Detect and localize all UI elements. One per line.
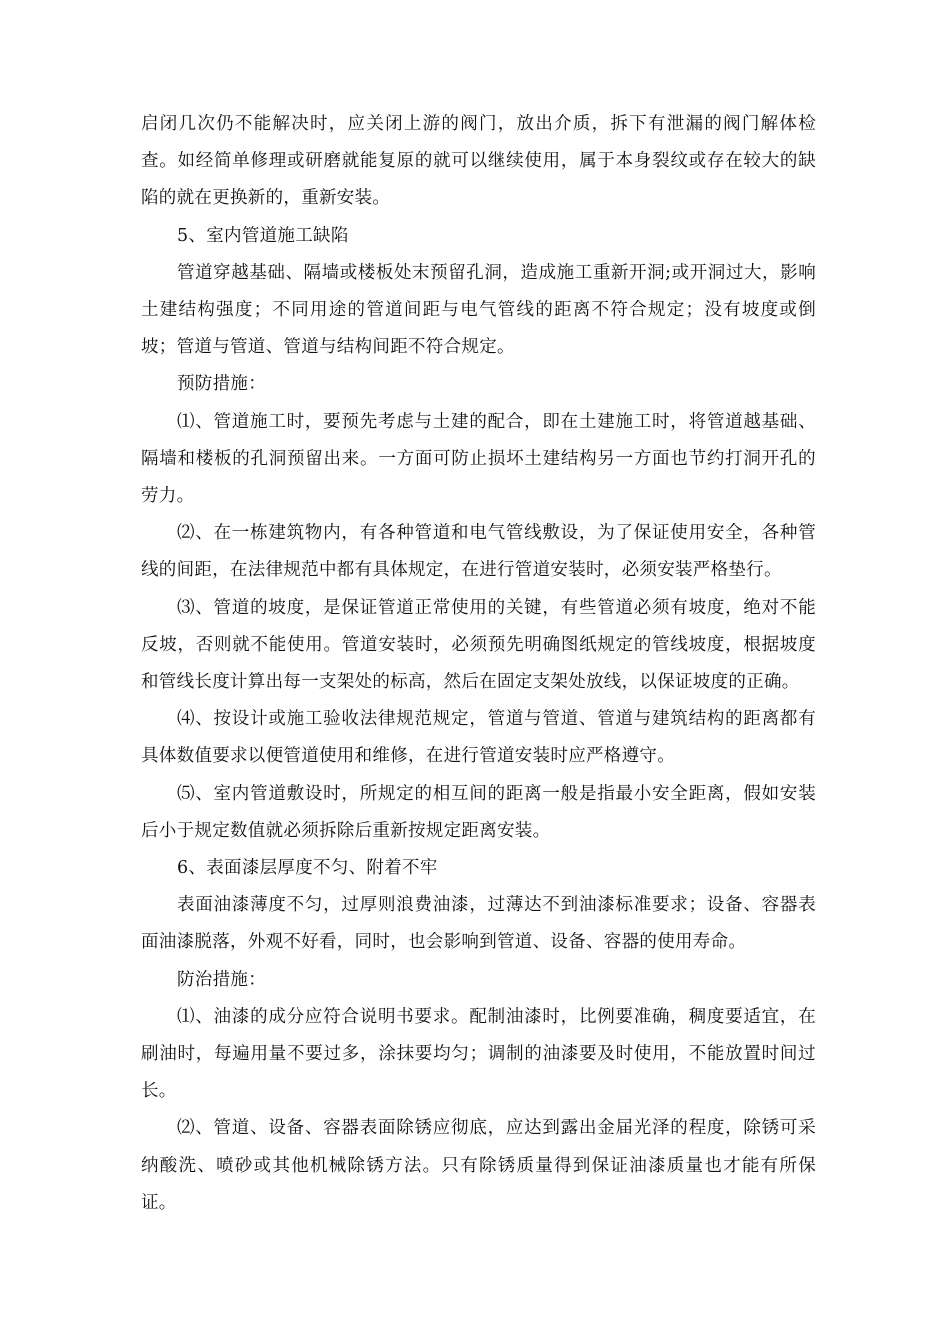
paragraph-paint-measure-1: ⑴、油漆的成分应符合说明书要求。配制油漆时，比例要准确，稠度要适宜，在刷油时，每遍用量不要过多，涂抹要均匀；调制的油漆要及时使用，不能放置时间过长。 <box>141 1006 816 1102</box>
label-prevention-measures: 预防措施： <box>177 374 266 395</box>
paragraph-measure-2: ⑵、在一栋建筑物内，有各种管道和电气管线敷设，为了保证使用安全，各种管线的间距，在法律规范中都有具体规定，在进行管道安装时，必须安装严格垫行。 <box>141 523 816 581</box>
paragraph-measure-4: ⑷、按设计或施工验收法律规范规定，管道与管道、管道与建筑结构的距离都有具体数值要求以便管道使用和维修，在进行管道安装时应严格遵守。 <box>141 709 816 767</box>
document-body <box>141 106 816 1222</box>
heading-paint-defects: 6、表面漆层厚度不匀、附着不牢 <box>177 858 438 879</box>
paragraph-measure-3: ⑶、管道的坡度，是保证管道正常使用的关键，有些管道必须有坡度，绝对不能反坡，否则就不能使用。管道安装时，必须预先明确图纸规定的管线坡度，根据坡度和管线长度计算出每一支架处的标高，然后在固定支架处放线，以保证坡度的正确。 <box>141 597 816 693</box>
paragraph-measure-1: ⑴、管道施工时，要预先考虑与土建的配合，即在土建施工时，将管道越基础、隔墙和楼板的孔洞预留出来。一方面可防止损坏土建结构另一方面也节约打洞开孔的劳力。 <box>141 411 816 507</box>
heading-indoor-pipe-defects: 5、室内管道施工缺陷 <box>177 225 349 246</box>
paragraph-pipe-defects-description: 管道穿越基础、隔墙或楼板处末预留孔洞，造成施工重新开洞;或开洞过大，影响土建结构强度；不同用途的管道间距与电气管线的距离不符合规定；没有坡度或倒坡；管道与管道、管道与结构间距不符合规定。 <box>141 262 816 358</box>
label-control-measures: 防治措施： <box>177 969 266 990</box>
paragraph-paint-defects-description: 表面油漆薄度不匀，过厚则浪费油漆，过薄达不到油漆标准要求；设备、容器表面油漆脱落，外观不好看，同时，也会影响到管道、设备、容器的使用寿命。 <box>141 895 816 953</box>
paragraph-paint-measure-2: ⑵、管道、设备、容器表面除锈应彻底，应达到露出金届光泽的程度，除锈可采纳酸洗、喷砂或其他机械除锈方法。只有除锈质量得到保证油漆质量也才能有所保证。 <box>141 1118 816 1213</box>
paragraph-measure-5: ⑸、室内管道敷设时，所规定的相互间的距离一般是指最小安全距离，假如安装后小于规定数值就必须拆除后重新按规定距离安装。 <box>141 783 816 841</box>
paragraph-valve-inspection: 启闭几次仍不能解决时，应关闭上游的阀门，放出介质，拆下有泄漏的阀门解体检查。如经简单修理或研磨就能复原的就可以继续使用，属于本身裂纹或存在较大的缺陷的就在更换新的，重新安装。 <box>141 114 816 209</box>
